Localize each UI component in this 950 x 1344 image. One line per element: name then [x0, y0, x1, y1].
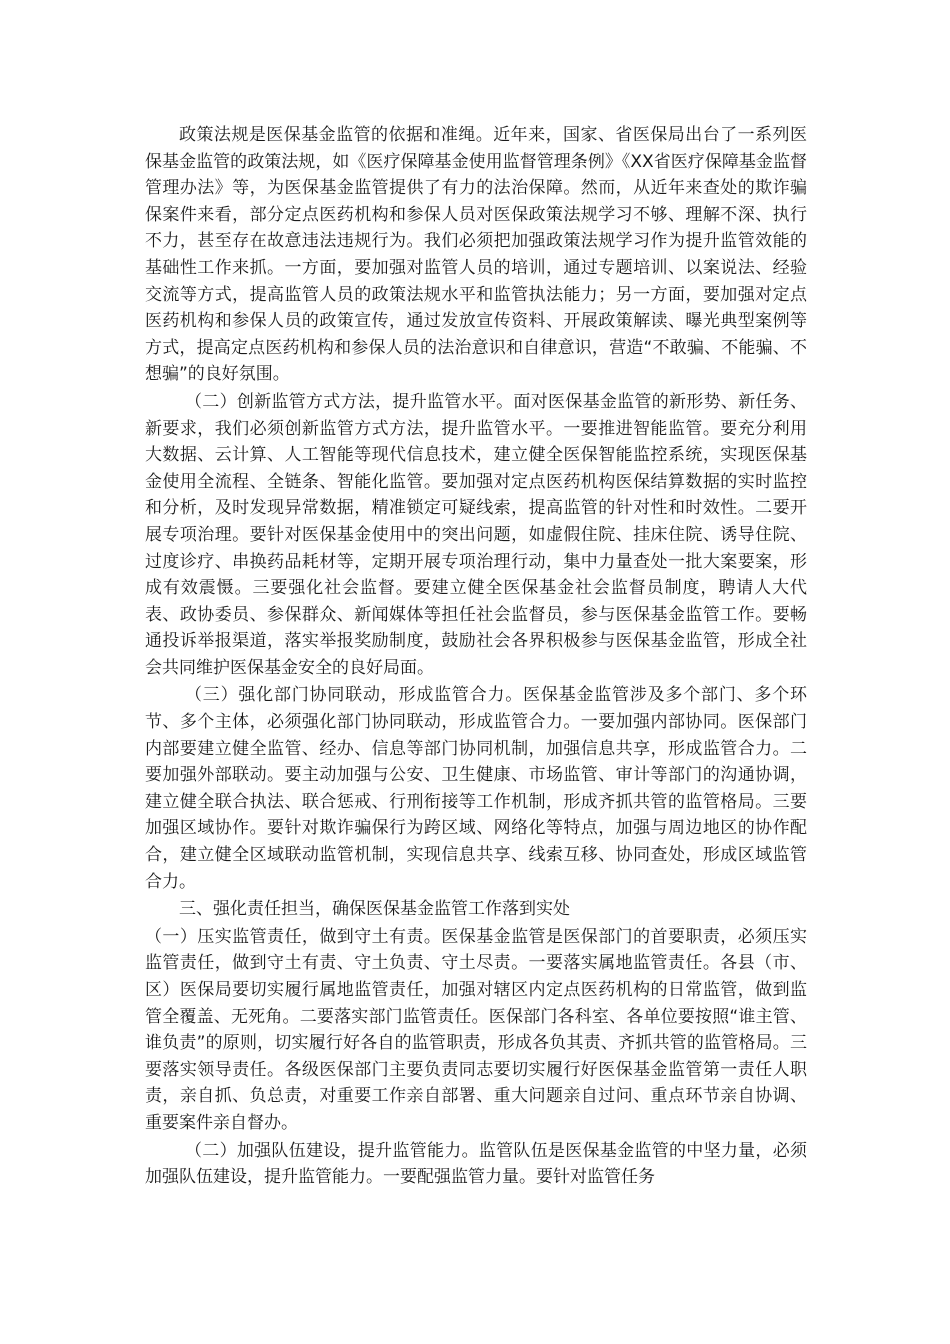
section-heading-responsibility: 三、强化责任担当，确保医保基金监管工作落到实处 — [179, 899, 570, 920]
paragraph-team-building: （二）加强队伍建设，提升监管能力。监管队伍是医保基金监管的中坚力量，必须加强队伍建设，提升监管能力。一要配强监管力量。要针对监管任务 — [145, 1140, 807, 1188]
paragraph-policy-regulations: 政策法规是医保基金监管的依据和准绳。近年来，国家、省医保局出台了一系列医保基金监管的政策法规，如《医疗保障基金使用监督管理条例》《XX省医疗保障基金监督管理办法》等，为医保基金监管提供了有力的法治保障。然而，从近年来查处的欺诈骗保案件来看，部分定点医药机构和参保人员对医保政策法规学习不够、理解不深、执行不力，甚至存在故意违法违规行为。我们必须把加强政策法规学习作为提升监管效能的基础性工作来抓。一方面，要加强对监管人员的培训，通过专题培训、以案说法、经验交流等方式，提高监管人员的政策法规水平和监管执法能力；另一方面，要加强对定点医药机构和参保人员的政策宣传，通过发放宣传资料、开展政策解读、曝光典型案例等方式，提高定点医药机构和参保人员的法治意识和自律意识，营造“不敢骗、不能骗、不想骗”的良好氛围。 — [145, 125, 807, 385]
document-body — [145, 122, 807, 1192]
paragraph-innovate-supervision: （二）创新监管方式方法，提升监管水平。面对医保基金监管的新形势、新任务、新要求，我们必须创新监管方式方法，提升监管水平。一要推进智能监管。要充分利用大数据、云计算、人工智能等现代信息技术，建立健全医保智能监控系统，实现医保基金使用全流程、全链条、智能化监管。要加强对定点医药机构医保结算数据的实时监控和分析，及时发现异常数据，精准锁定可疑线索，提高监管的针对性和时效性。二要开展专项治理。要针对医保基金使用中的突出问题，如虚假住院、挂床住院、诱导住院、过度诊疗、串换药品耗材等，定期开展专项治理行动，集中力量查处一批大案要案，形成有效震慑。三要强化社会监督。要建立健全医保基金社会监督员制度，聘请人大代表、政协委员、参保群众、新闻媒体等担任社会监督员，参与医保基金监管工作。要畅通投诉举报渠道，落实举报奖励制度，鼓励社会各界积极参与医保基金监管，形成全社会共同维护医保基金安全的良好局面。 — [145, 391, 807, 678]
paragraph-department-coordination: （三）强化部门协同联动，形成监管合力。医保基金监管涉及多个部门、多个环节、多个主体，必须强化部门协同联动，形成监管合力。一要加强内部协同。医保部门内部要建立健全监管、经办、信息等部门协同机制，加强信息共享，形成监管合力。二要加强外部联动。要主动加强与公安、卫生健康、市场监管、审计等部门的沟通协调，建立健全联合执法、联合惩戒、行刑衔接等工作机制，形成齐抓共管的监管格局。三要加强区域协作。要针对欺诈骗保行为跨区域、网络化等特点，加强与周边地区的协作配合，建立健全区域联动监管机制，实现信息共享、线索互移、协同查处，形成区域监管合力。 — [145, 685, 807, 892]
paragraph-supervision-responsibility: （一）压实监管责任，做到守土有责。医保基金监管是医保部门的首要职责，必须压实监管责任，做到守土有责、守土负责、守土尽责。一要落实属地监管责任。各县（市、区）医保局要切实履行属地监管责任，加强对辖区内定点医药机构的日常监管，做到监管全覆盖、无死角。二要落实部门监管责任。医保部门各科室、各单位要按照“谁主管、谁负责”的原则，切实履行好各自的监管职责，形成各负其责、齐抓共管的监管格局。三要落实领导责任。各级医保部门主要负责同志要切实履行好医保基金监管第一责任人职责，亲自抓、负总责，对重要工作亲自部署、重大问题亲自过问、重点环节亲自协调、重要案件亲自督办。 — [145, 926, 807, 1133]
